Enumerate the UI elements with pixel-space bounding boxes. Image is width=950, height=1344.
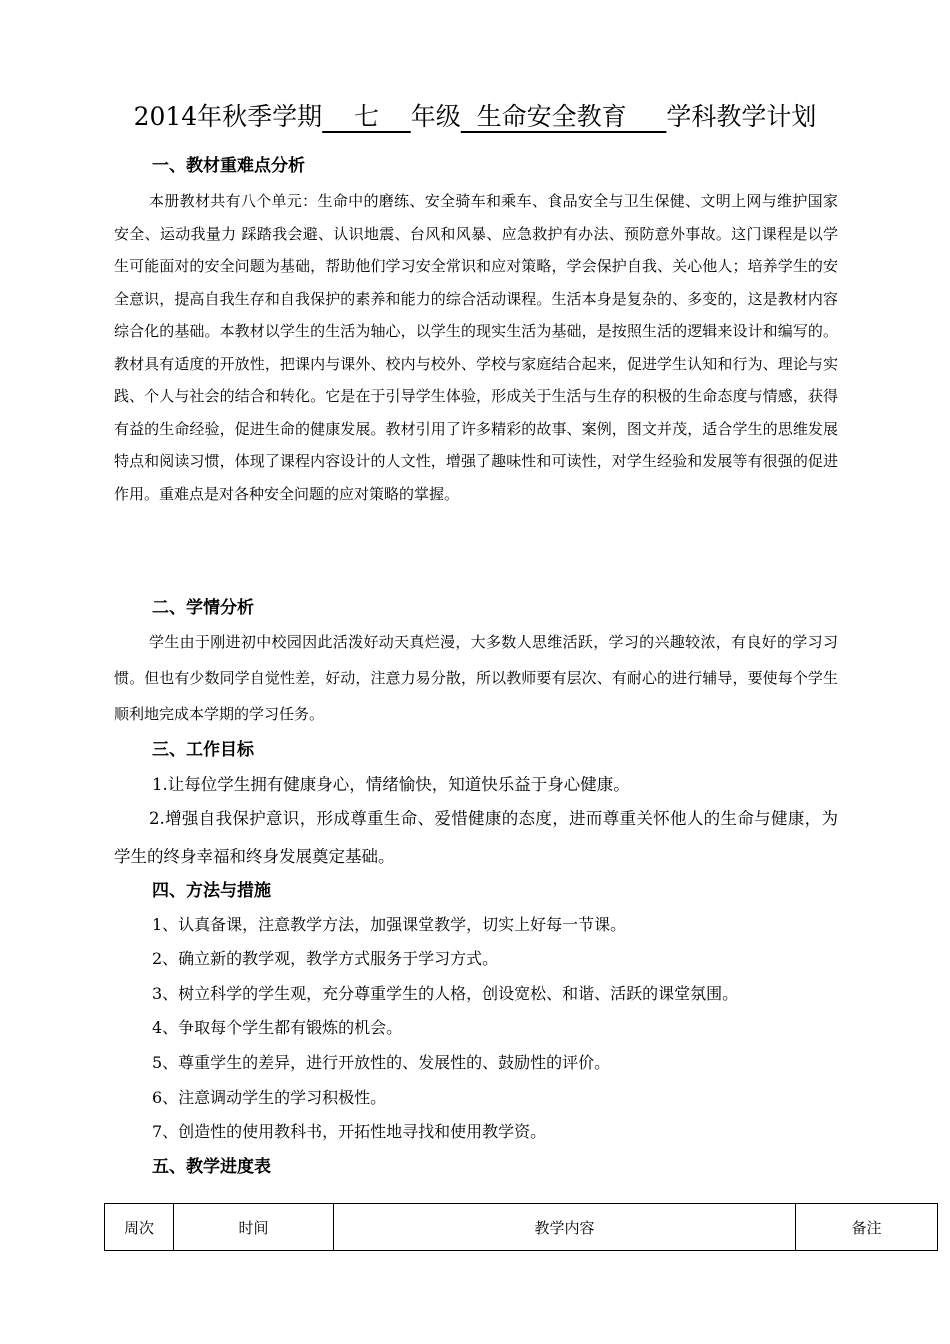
table-header-cell: 时间 bbox=[174, 1204, 334, 1251]
measure-item: 7、创造性的使用教科书，开拓性地寻找和使用教学资。 bbox=[152, 1122, 547, 1141]
document-title bbox=[0, 97, 950, 137]
measure-item: 6、注意调动学生的学习积极性。 bbox=[152, 1088, 387, 1107]
measure-item: 5、尊重学生的差异，进行开放性的、发展性的、鼓励性的评价。 bbox=[152, 1053, 611, 1072]
table-header-cell: 教学内容 bbox=[334, 1204, 796, 1251]
section-heading-4: 四、方法与措施 bbox=[152, 881, 271, 901]
measure-item: 3、树立科学的学生观，充分尊重学生的人格，创设宽松、和谐、活跃的课堂氛围。 bbox=[152, 984, 739, 1003]
title-subject: 生命安全教育 bbox=[460, 102, 667, 131]
schedule-table bbox=[104, 1203, 938, 1251]
section-heading-2: 二、学情分析 bbox=[152, 598, 254, 618]
title-grade: 七 bbox=[322, 102, 411, 131]
goal-item: 1.让每位学生拥有健康身心，情绪愉快，知道快乐益于身心健康。 bbox=[152, 775, 630, 794]
section-heading-5: 五、教学进度表 bbox=[152, 1157, 271, 1177]
measure-item: 1、认真备课，注意教学方法，加强课堂教学，切实上好每一节课。 bbox=[152, 915, 627, 934]
table-header-cell: 周次 bbox=[105, 1204, 174, 1251]
measure-item: 4、争取每个学生都有锻炼的机会。 bbox=[152, 1018, 403, 1037]
title-suffix: 学科教学计划 bbox=[666, 102, 817, 131]
section-heading-1: 一、教材重难点分析 bbox=[152, 156, 305, 176]
measure-item: 2、确立新的教学观，教学方式服务于学习方式。 bbox=[152, 949, 499, 968]
title-grade-suffix: 年级 bbox=[410, 102, 461, 131]
section-body-1: 本册教材共有八个单元：生命中的磨练、安全骑车和乘车、食品安全与卫生保健、文明上网与维护国家安全、运动我量力 踩踏我会避、认识地震、台风和风暴、应急救护有办法、预防意外事故。这门课程是以学生可能面对的安全问题为基础，帮助他们学习安全常识和应对策略，学会保护自我、关心他人；培养学生的安全意识，提高自我生存和自我保护的素养和能力的综合活动课程。生活本身是复杂的、多变的，这是教材内容综合化的基础。本教材以学生的生活为轴心，以学生的现实生活为基础，是按照生活的逻辑来设计和编写的。教材具有适度的开放性，把课内与课外、校内与校外、学校与家庭结合起来，促进学生认知和行为、理论与实践、个人与社会的结合和转化。它是在于引导学生体验，形成关于生活与生存的积极的生命态度与情感，获得有益的生命经验，促进生命的健康发展。教材引用了许多精彩的故事、案例，图文并茂，适合学生的思维发展特点和阅读习惯，体现了课程内容设计的人文性，增强了趣味性和可读性，对学生经验和发展等有很强的促进作用。重难点是对各种安全问题的应对策略的掌握。 bbox=[114, 192, 838, 503]
table-header-cell: 备注 bbox=[796, 1204, 938, 1251]
table-header-row bbox=[105, 1204, 938, 1251]
section-heading-3: 三、工作目标 bbox=[152, 740, 254, 760]
title-prefix: 2014年秋季学期 bbox=[133, 102, 323, 131]
section-body-2: 学生由于刚进初中校园因此活泼好动天真烂漫，大多数人思维活跃，学习的兴趣较浓，有良好的学习习惯。但也有少数同学自觉性差，好动，注意力易分散，所以教师要有层次、有耐心的进行辅导，要使每个学生顺利地完成本学期的学习任务。 bbox=[114, 633, 838, 723]
goal-item: 2.增强自我保护意识，形成尊重生命、爱惜健康的态度，进而尊重关怀他人的生命与健康，为学生的终身幸福和终身发展奠定基础。 bbox=[114, 809, 838, 866]
